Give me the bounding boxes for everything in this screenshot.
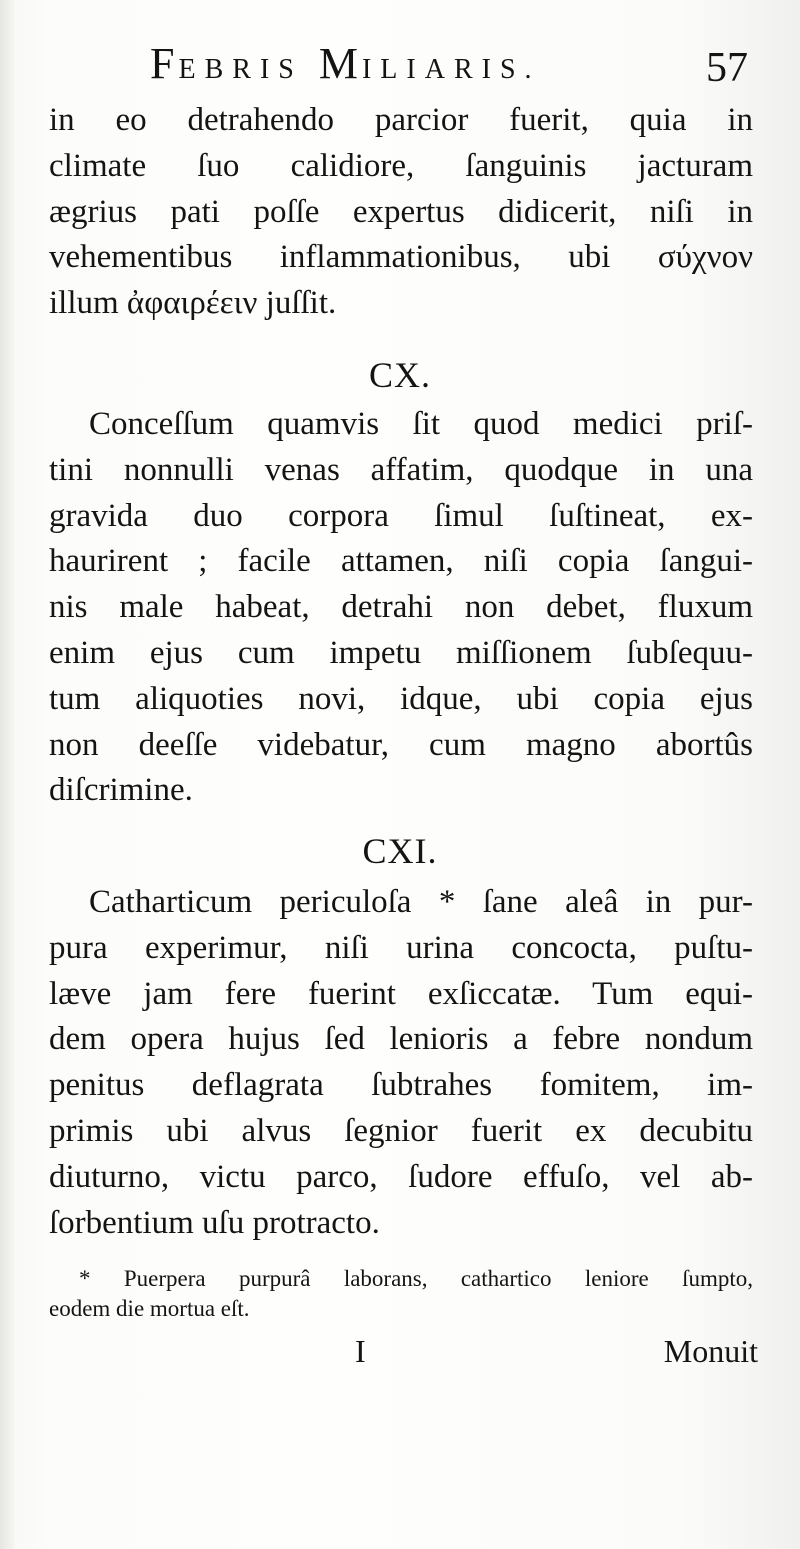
text-line: haurirent ; facile attamen, niſi copia ſangui- <box>49 543 753 580</box>
page-number: 57 <box>706 45 748 91</box>
signature-mark: I <box>355 1333 366 1369</box>
section-number-cxi: CXI. <box>362 831 438 871</box>
footnote-line: * Puerpera purpurâ laborans, cathartico leniore ſumpto, <box>79 1266 753 1291</box>
section-number-cx: CX. <box>368 355 431 395</box>
text-line: vehementibus inflammationibus, ubi σύχνον <box>49 239 753 276</box>
text-line: in eo detrahendo parcior fuerit, quia in <box>49 102 753 138</box>
text-line: non deeſſe videbatur, cum magno abortûs <box>49 726 753 763</box>
text-line: Conceſſum quamvis ſit quod medici priſ- <box>89 406 753 442</box>
running-head-initial-1: F <box>150 39 179 88</box>
text-line: Catharticum periculoſa * ſane aleâ in pur- <box>89 884 753 920</box>
running-head-word-2: ILIARIS. <box>361 54 541 85</box>
text-line: diſcrimine. <box>49 772 193 809</box>
footnote-line: eodem die mortua eſt. <box>49 1296 250 1321</box>
text-line: penitus deflagrata ſubtrahes fomitem, im- <box>49 1067 753 1104</box>
text-line: primis ubi alvus ſegnior fuerit ex decubitu <box>49 1112 753 1149</box>
text-line: nis male habeat, detrahi non debet, fluxum <box>49 589 753 626</box>
text-line: læve jam fere fuerint exſiccatæ. Tum equi- <box>49 975 753 1012</box>
running-head-initial-2: M <box>318 39 362 88</box>
running-head-word-1: EBRIS <box>178 54 319 85</box>
text-line: tum aliquoties novi, idque, ubi copia ejus <box>49 680 753 717</box>
text-line: diuturno, victu parco, ſudore effuſo, vel ab- <box>49 1158 753 1195</box>
text-line: enim ejus cum impetu miſſionem ſubſequu- <box>49 634 753 671</box>
page-gutter-shadow <box>0 0 14 1549</box>
text-line: gravida duo corpora ſimul ſuſtineat, ex- <box>49 497 753 534</box>
running-head <box>150 36 630 92</box>
text-line: pura experimur, niſi urina concocta, puſtu- <box>49 929 753 966</box>
text-line: tini nonnulli venas affatim, quodque in una <box>49 451 753 488</box>
text-line: climate ſuo calidiore, ſanguinis jacturam <box>49 147 753 184</box>
text-line: ſorbentium uſu protracto. <box>49 1204 380 1241</box>
paragraph-cxi <box>49 880 753 1246</box>
text-line: ægrius pati poſſe expertus didicerit, niſi in <box>49 193 753 230</box>
footnote <box>49 1264 753 1324</box>
text-line: illum ἀφαιρέειν juſſit. <box>49 285 337 322</box>
paragraph-intro <box>49 98 753 327</box>
catchword: Monuit <box>663 1333 758 1369</box>
paragraph-cx <box>49 402 753 814</box>
text-line: dem opera hujus ſed lenioris a febre nondum <box>49 1021 753 1058</box>
